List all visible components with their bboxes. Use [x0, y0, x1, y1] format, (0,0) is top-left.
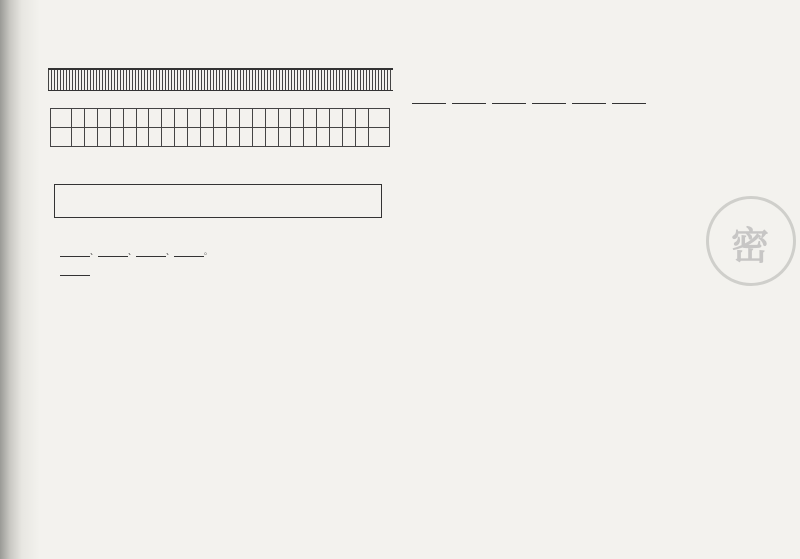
- q2-blank[interactable]: [174, 256, 204, 257]
- score-cell[interactable]: [265, 128, 278, 147]
- score-header-cell: [278, 109, 291, 128]
- q6-blank[interactable]: [492, 103, 526, 104]
- score-header-row: [51, 109, 390, 128]
- option-row: [60, 358, 392, 369]
- score-header-cell: [317, 109, 330, 128]
- q2-blank[interactable]: [60, 275, 90, 276]
- score-cell[interactable]: [343, 128, 356, 147]
- score-header-cell: [51, 109, 72, 128]
- score-header-cell: [355, 109, 368, 128]
- seal-stamp: 密: [706, 196, 796, 286]
- title-bar: [48, 68, 393, 91]
- left-page: [40, 0, 396, 559]
- q6-blank[interactable]: [612, 103, 646, 104]
- score-cell[interactable]: [317, 128, 330, 147]
- q6-blank[interactable]: [452, 103, 486, 104]
- score-header-cell: [201, 109, 214, 128]
- score-header-cell: [252, 109, 265, 128]
- score-label-cell: [51, 128, 72, 147]
- q2-item2: [60, 265, 90, 276]
- q6-blank[interactable]: [532, 103, 566, 104]
- q2-blank[interactable]: [98, 256, 128, 257]
- score-table: [50, 108, 390, 147]
- score-header-cell: [369, 109, 390, 128]
- score-header-cell: [110, 109, 123, 128]
- score-cell[interactable]: [355, 128, 368, 147]
- score-cell[interactable]: [278, 128, 291, 147]
- score-header-cell: [97, 109, 110, 128]
- score-value-row: [51, 128, 390, 147]
- option-row: [60, 508, 388, 519]
- total-score-cell[interactable]: [369, 128, 390, 147]
- score-header-cell: [330, 109, 343, 128]
- score-cell[interactable]: [201, 128, 214, 147]
- score-cell[interactable]: [149, 128, 162, 147]
- score-header-cell: [149, 109, 162, 128]
- score-header-cell: [239, 109, 252, 128]
- score-header-cell: [84, 109, 97, 128]
- score-header-cell: [123, 109, 136, 128]
- score-cell[interactable]: [123, 128, 136, 147]
- binding-strip: [0, 0, 40, 559]
- score-header-cell: [213, 109, 226, 128]
- score-header-cell: [162, 109, 175, 128]
- q1-answer-box[interactable]: [54, 184, 382, 218]
- score-cell[interactable]: [226, 128, 239, 147]
- q2-blank[interactable]: [60, 256, 90, 257]
- option-row: [60, 456, 388, 467]
- score-cell[interactable]: [110, 128, 123, 147]
- score-header-cell: [226, 109, 239, 128]
- score-cell[interactable]: [239, 128, 252, 147]
- option-row: [60, 492, 388, 503]
- q2-item3-options: [72, 324, 102, 335]
- score-cell[interactable]: [330, 128, 343, 147]
- score-cell[interactable]: [72, 128, 85, 147]
- score-cell[interactable]: [175, 128, 188, 147]
- score-header-cell: [72, 109, 85, 128]
- score-header-cell: [188, 109, 201, 128]
- q2-blank[interactable]: [136, 256, 166, 257]
- score-cell[interactable]: [162, 128, 175, 147]
- score-cell[interactable]: [188, 128, 201, 147]
- header-strip: [50, 52, 390, 64]
- score-header-cell: [343, 109, 356, 128]
- score-cell[interactable]: [97, 128, 110, 147]
- q6-blank[interactable]: [572, 103, 606, 104]
- score-cell[interactable]: [213, 128, 226, 147]
- q2-item1: 、 、 、 。: [60, 246, 212, 257]
- score-cell[interactable]: [136, 128, 149, 147]
- score-cell[interactable]: [304, 128, 317, 147]
- score-cell[interactable]: [252, 128, 265, 147]
- score-cell[interactable]: [291, 128, 304, 147]
- score-header-cell: [265, 109, 278, 128]
- option-row: [60, 441, 388, 452]
- option-row: [60, 388, 392, 399]
- score-header-cell: [175, 109, 188, 128]
- score-header-cell: [291, 109, 304, 128]
- score-header-cell: [136, 109, 149, 128]
- option-row: [60, 373, 392, 384]
- q6-answer-lines: [412, 96, 652, 107]
- score-header-cell: [304, 109, 317, 128]
- option-row: [60, 403, 392, 414]
- q6-blank[interactable]: [412, 103, 446, 104]
- score-cell[interactable]: [84, 128, 97, 147]
